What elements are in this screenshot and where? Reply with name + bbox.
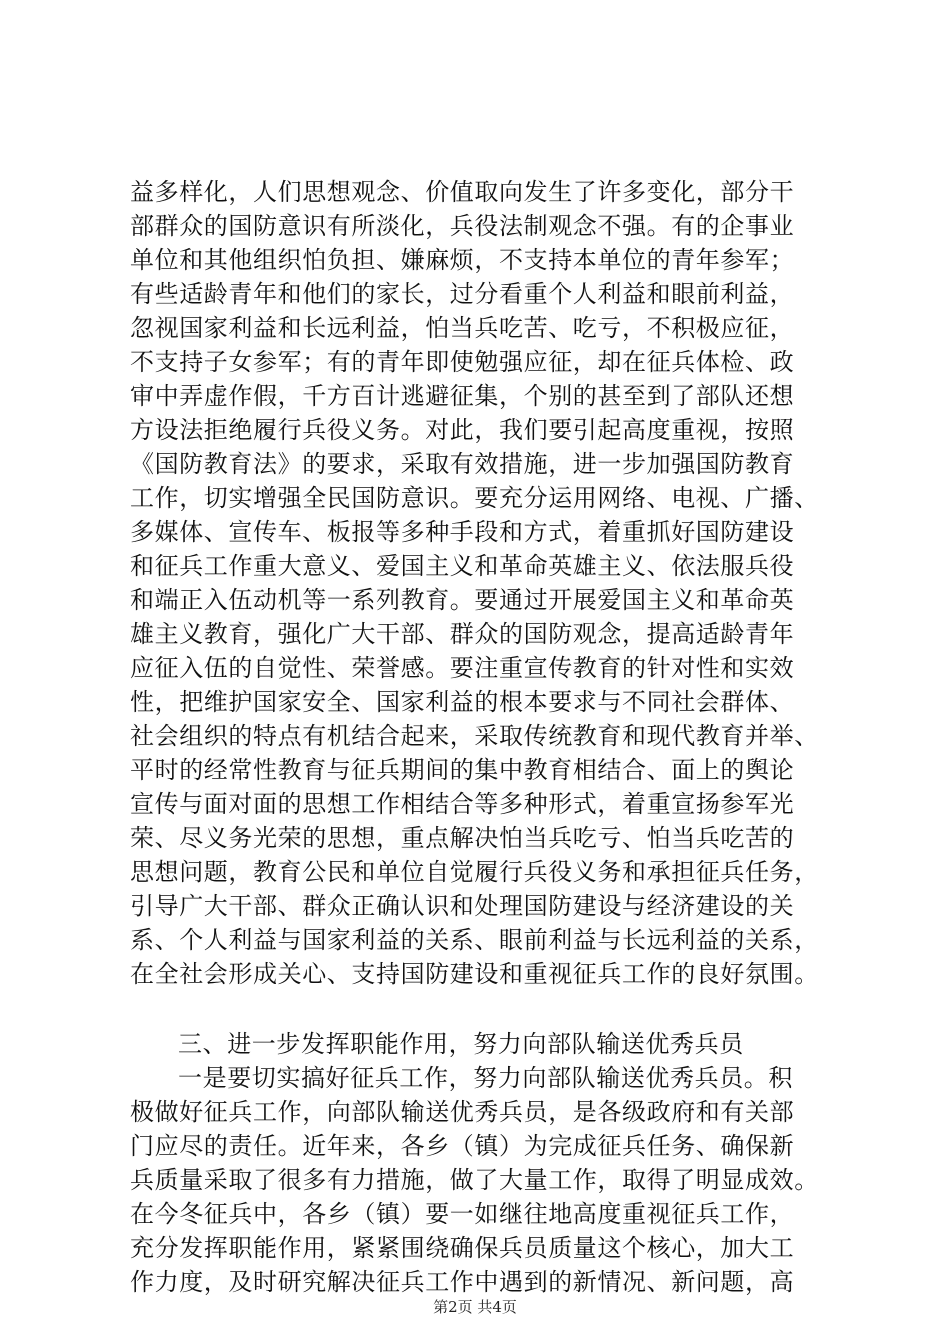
- page-number-footer: 第2页 共4页: [433, 1298, 517, 1316]
- body-line: 在全社会形成关心、支持国防建设和重视征兵工作的良好氛围。: [130, 960, 819, 988]
- body-line: 不支持子女参军；有的青年即使勉强应征，却在征兵体检、政: [130, 348, 795, 376]
- body-line: 门应尽的责任。近年来，各乡（镇）为完成征兵任务、确保新: [130, 1132, 795, 1160]
- body-line: 益多样化，人们思想观念、价值取向发生了许多变化，部分干: [130, 178, 795, 206]
- body-line: 忽视国家利益和长远利益，怕当兵吃苦、吃亏，不积极应征，: [130, 314, 795, 342]
- body-line: 有些适龄青年和他们的家长，过分看重个人利益和眼前利益，: [130, 280, 795, 308]
- body-line: 性，把维护国家安全、国家利益的根本要求与不同社会群体、: [130, 688, 795, 716]
- body-line: 审中弄虚作假，千方百计逃避征集，个别的甚至到了部队还想: [130, 382, 795, 410]
- body-line: 充分发挥职能作用，紧紧围绕确保兵员质量这个核心，加大工: [130, 1234, 795, 1262]
- body-line: 极做好征兵工作，向部队输送优秀兵员，是各级政府和有关部: [130, 1098, 795, 1126]
- body-line: 和端正入伍动机等一系列教育。要通过开展爱国主义和革命英: [130, 586, 795, 614]
- body-line: 系、个人利益与国家利益的关系、眼前利益与长远利益的关系，: [130, 926, 819, 954]
- body-line: 引导广大干部、群众正确认识和处理国防建设与经济建设的关: [130, 892, 795, 920]
- body-line: 宣传与面对面的思想工作相结合等多种形式，着重宣扬参军光: [130, 790, 795, 818]
- paragraph-first-line: 一是要切实搞好征兵工作，努力向部队输送优秀兵员。积: [178, 1064, 793, 1092]
- body-line: 社会组织的特点有机结合起来，采取传统教育和现代教育并举、: [130, 722, 819, 750]
- body-line: 荣、尽义务光荣的思想，重点解决怕当兵吃亏、怕当兵吃苦的: [130, 824, 795, 852]
- body-line: 部群众的国防意识有所淡化，兵役法制观念不强。有的企事业: [130, 212, 795, 240]
- body-line: 单位和其他组织怕负担、嫌麻烦，不支持本单位的青年参军；: [130, 246, 795, 274]
- body-line: 平时的经常性教育与征兵期间的集中教育相结合、面上的舆论: [130, 756, 795, 784]
- body-line: 思想问题，教育公民和单位自觉履行兵役义务和承担征兵任务，: [130, 858, 819, 886]
- body-line: 雄主义教育，强化广大干部、群众的国防观念，提高适龄青年: [130, 620, 795, 648]
- body-line: 方设法拒绝履行兵役义务。对此，我们要引起高度重视，按照: [130, 416, 795, 444]
- body-line: 和征兵工作重大意义、爱国主义和革命英雄主义、依法服兵役: [130, 552, 795, 580]
- body-line: 作力度，及时研究解决征兵工作中遇到的新情况、新问题，高: [130, 1268, 795, 1296]
- body-line: 应征入伍的自觉性、荣誉感。要注重宣传教育的针对性和实效: [130, 654, 795, 682]
- section-heading: 三、进一步发挥职能作用，努力向部队输送优秀兵员: [178, 1030, 744, 1058]
- body-line: 工作，切实增强全民国防意识。要充分运用网络、电视、广播、: [130, 484, 819, 512]
- body-line: 在今冬征兵中，各乡（镇）要一如继往地高度重视征兵工作，: [130, 1200, 795, 1228]
- body-line: 多媒体、宣传车、板报等多种手段和方式，着重抓好国防建设: [130, 518, 795, 546]
- body-line: 兵质量采取了很多有力措施，做了大量工作，取得了明显成效。: [130, 1166, 819, 1194]
- body-line: 《国防教育法》的要求，采取有效措施，进一步加强国防教育: [130, 450, 795, 478]
